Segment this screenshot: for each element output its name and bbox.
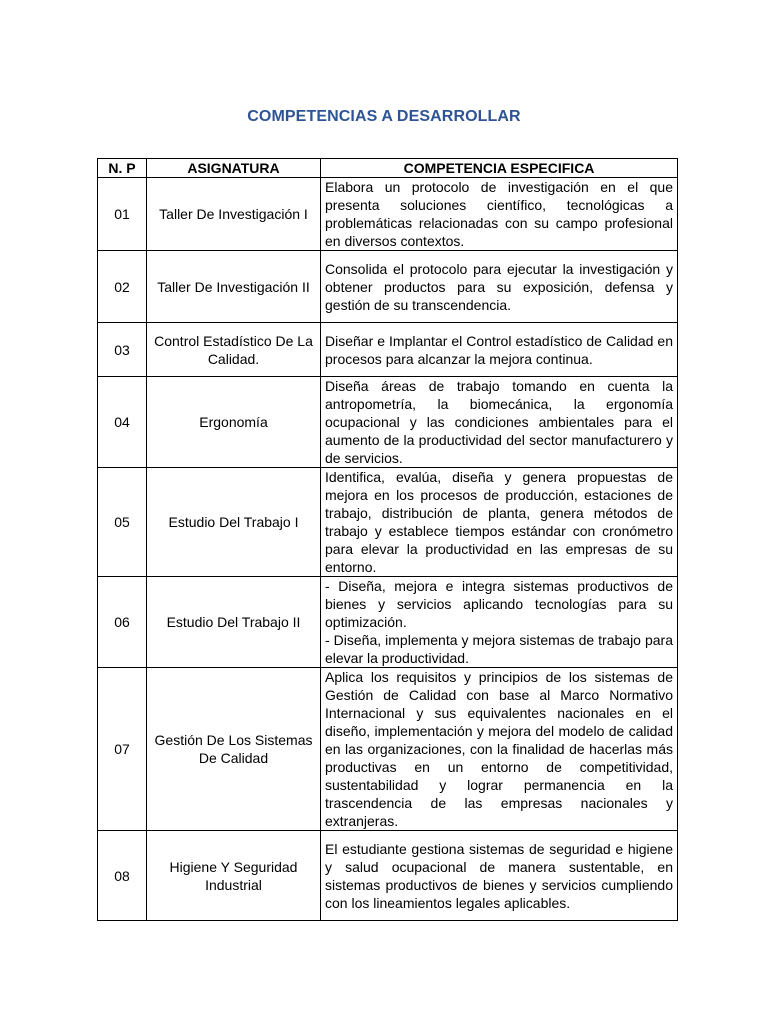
competence-line: - Diseña, implementa y mejora sistemas de trabajo para elevar la productividad. <box>325 632 673 666</box>
table-row <box>98 831 678 921</box>
row-number: 01 <box>98 178 147 251</box>
row-subject: Gestión De Los Sistemas De Calidad <box>147 668 321 831</box>
table-row <box>98 251 678 323</box>
table-row <box>98 323 678 377</box>
row-number: 06 <box>98 577 147 668</box>
table-row <box>98 377 678 468</box>
table-row <box>98 468 678 577</box>
row-competence: Diseñar e Implantar el Control estadístico de Calidad en procesos para alcanzar la mejora continua. <box>321 323 678 377</box>
row-competence: Consolida el protocolo para ejecutar la investigación y obtener productos para su exposición, defensa y gestión de su transcendencia. <box>321 251 678 323</box>
row-number: 02 <box>98 251 147 323</box>
row-number: 07 <box>98 668 147 831</box>
row-subject: Taller De Investigación I <box>147 178 321 251</box>
row-competence: Diseña áreas de trabajo tomando en cuenta la antropometría, la biomecánica, la ergonomía ocupacional y las condiciones ambientales para el aumento de la productividad del sector manufacturero y de servicios. <box>321 377 678 468</box>
row-subject: Estudio Del Trabajo I <box>147 468 321 577</box>
competencies-table <box>97 158 678 921</box>
header-np: N. P <box>98 159 147 178</box>
table-row <box>98 178 678 251</box>
row-subject: Higiene Y Seguridad Industrial <box>147 831 321 921</box>
table-header-row <box>98 159 678 178</box>
table-row <box>98 668 678 831</box>
competence-line: - Diseña, mejora e integra sistemas productivos de bienes y servicios aplicando tecnologías para su optimización. <box>325 578 673 630</box>
row-competence: El estudiante gestiona sistemas de seguridad e higiene y salud ocupacional de manera sustentable, en sistemas productivos de bienes y servicios cumpliendo con los lineamientos legales aplicables. <box>321 831 678 921</box>
row-subject: Taller De Investigación II <box>147 251 321 323</box>
row-subject: Control Estadístico De La Calidad. <box>147 323 321 377</box>
row-competence: Elabora un protocolo de investigación en el que presenta soluciones científico, tecnológicas a problemáticas relacionadas con su campo profesional en diversos contextos. <box>321 178 678 251</box>
row-number: 03 <box>98 323 147 377</box>
table-row <box>98 577 678 668</box>
row-competence: Identifica, evalúa, diseña y genera propuestas de mejora en los procesos de producción, estaciones de trabajo, distribución de planta, genera métodos de trabajo y establece tiempos estándar con cronómetro para elevar la productividad en las empresas de su entorno. <box>321 468 678 577</box>
row-competence: Aplica los requisitos y principios de los sistemas de Gestión de Calidad con base al Marco Normativo Internacional y sus equivalentes nacionales en el diseño, implementación y mejora del modelo de calidad en las organizaciones, con la finalidad de hacerlas más productivas en un entorno de competitividad, sustentabilidad y lograr permanencia en la trascendencia de las empresas nacionales y extranjeras. <box>321 668 678 831</box>
row-subject: Ergonomía <box>147 377 321 468</box>
row-number: 04 <box>98 377 147 468</box>
header-subject: ASIGNATURA <box>147 159 321 178</box>
row-number: 05 <box>98 468 147 577</box>
row-competence <box>321 577 678 668</box>
page-title: COMPETENCIAS A DESARROLLAR <box>247 108 521 125</box>
row-subject: Estudio Del Trabajo II <box>147 577 321 668</box>
row-number: 08 <box>98 831 147 921</box>
header-competence: COMPETENCIA ESPECIFICA <box>321 159 678 178</box>
